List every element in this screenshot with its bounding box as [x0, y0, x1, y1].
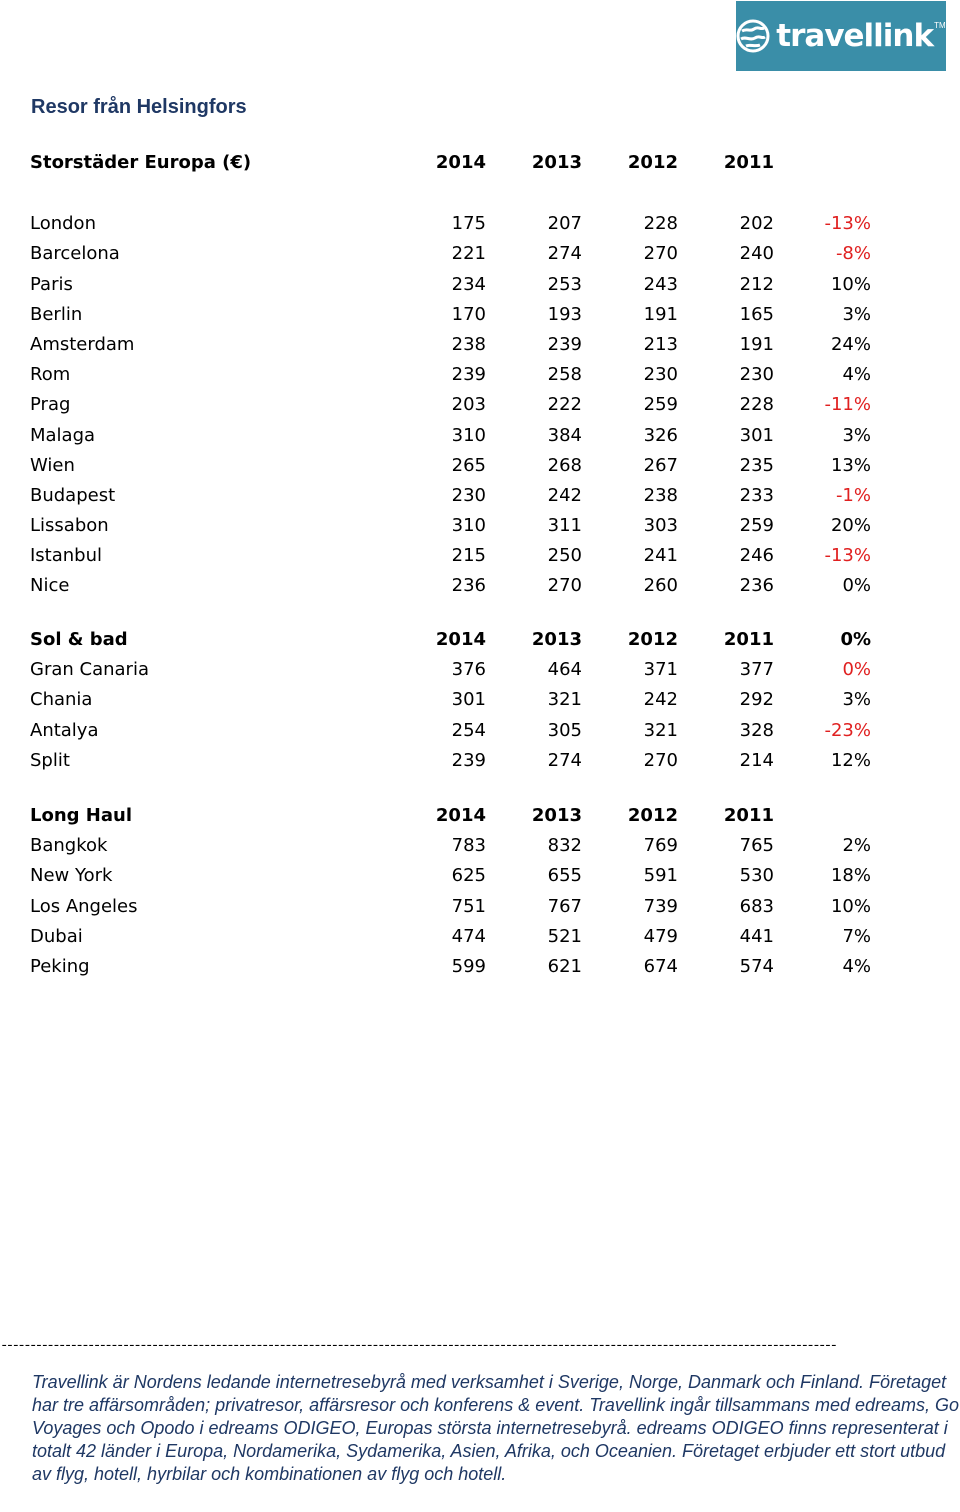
price-cell-y1: 239 — [451, 749, 486, 771]
table-row — [30, 239, 875, 269]
table-storstader-europa — [30, 148, 875, 602]
destination-cell: Split — [30, 749, 70, 771]
price-cell-y1: 238 — [451, 333, 486, 355]
table-row — [30, 541, 875, 571]
destination-cell: Berlin — [30, 303, 83, 325]
change-cell: -1% — [835, 484, 871, 506]
price-cell-y2: 239 — [547, 333, 582, 355]
price-cell-y1: 170 — [451, 303, 486, 325]
table-row — [30, 451, 875, 481]
price-cell-y2: 258 — [547, 364, 582, 386]
logo-text: travellink — [776, 18, 934, 54]
logo-trademark: TM — [934, 21, 946, 30]
table-row — [30, 831, 875, 861]
price-cell-y3: 243 — [643, 273, 678, 295]
price-cell-y4: 292 — [739, 689, 774, 711]
price-cell-y3: 238 — [643, 484, 678, 506]
header-cell-y2: 2013 — [531, 805, 582, 826]
price-cell-y4: 214 — [739, 749, 774, 771]
price-cell-y4: 202 — [739, 213, 774, 235]
table-sol-och-bad — [30, 625, 875, 776]
destination-cell: Lissabon — [30, 515, 109, 537]
price-cell-y2: 464 — [547, 659, 582, 681]
price-cell-y3: 228 — [643, 213, 678, 235]
table-row — [30, 390, 875, 420]
price-cell-y4: 212 — [739, 273, 774, 295]
price-cell-y4: 574 — [739, 955, 774, 977]
change-cell: 13% — [830, 454, 871, 476]
price-cell-y3: 242 — [643, 689, 678, 711]
table-row — [30, 685, 875, 715]
price-cell-y3: 674 — [643, 955, 678, 977]
price-cell-y3: 321 — [643, 719, 678, 741]
table-row — [30, 716, 875, 746]
destination-cell: Chania — [30, 689, 93, 711]
price-cell-y2: 655 — [547, 865, 582, 887]
price-cell-y1: 239 — [451, 364, 486, 386]
price-cell-y4: 236 — [739, 575, 774, 597]
price-cell-y2: 305 — [547, 719, 582, 741]
destination-cell: Gran Canaria — [30, 659, 149, 681]
price-cell-y3: 267 — [643, 454, 678, 476]
header-cell-change: 0% — [840, 629, 871, 650]
change-cell: -8% — [835, 243, 871, 265]
price-cell-y4: 228 — [739, 394, 774, 416]
price-cell-y1: 474 — [451, 925, 486, 947]
change-cell: 4% — [842, 955, 871, 977]
table-row — [30, 952, 875, 982]
table-row — [30, 861, 875, 891]
price-cell-y1: 234 — [451, 273, 486, 295]
price-cell-y4: 377 — [739, 659, 774, 681]
destination-cell: Amsterdam — [30, 333, 135, 355]
price-cell-y2: 521 — [547, 925, 582, 947]
change-cell: 0% — [842, 659, 871, 681]
table-header-row — [30, 625, 875, 655]
destination-cell: Barcelona — [30, 243, 120, 265]
header-cell-y3: 2012 — [627, 629, 678, 650]
change-cell: 7% — [842, 925, 871, 947]
price-cell-y4: 235 — [739, 454, 774, 476]
price-cell-y4: 530 — [739, 865, 774, 887]
table-row — [30, 330, 875, 360]
destination-cell: Bangkok — [30, 835, 108, 857]
price-cell-y3: 230 — [643, 364, 678, 386]
table-row — [30, 481, 875, 511]
change-cell: 3% — [842, 303, 871, 325]
price-cell-y4: 328 — [739, 719, 774, 741]
table-row — [30, 571, 875, 601]
table-row — [30, 209, 875, 239]
price-cell-y1: 751 — [451, 895, 486, 917]
change-cell: 10% — [830, 895, 871, 917]
table-row — [30, 922, 875, 952]
header-cell-y4: 2011 — [723, 805, 774, 826]
price-cell-y3: 769 — [643, 835, 678, 857]
change-cell: -13% — [824, 213, 871, 235]
price-cell-y2: 207 — [547, 213, 582, 235]
price-cell-y2: 270 — [547, 575, 582, 597]
table-row — [30, 892, 875, 922]
price-cell-y3: 326 — [643, 424, 678, 446]
destination-cell: Antalya — [30, 719, 99, 741]
change-cell: 10% — [830, 273, 871, 295]
table-row — [30, 270, 875, 300]
table-row — [30, 511, 875, 541]
header-cell-name: Long Haul — [30, 805, 132, 826]
change-cell: -23% — [824, 719, 871, 741]
change-cell: 3% — [842, 689, 871, 711]
header-cell-y4: 2011 — [723, 629, 774, 650]
price-cell-y3: 591 — [643, 865, 678, 887]
price-cell-y1: 215 — [451, 545, 486, 567]
destination-cell: Malaga — [30, 424, 96, 446]
header-cell-y3: 2012 — [627, 805, 678, 826]
price-cell-y4: 441 — [739, 925, 774, 947]
change-cell: 2% — [842, 835, 871, 857]
price-cell-y4: 230 — [739, 364, 774, 386]
header-cell-y2: 2013 — [531, 152, 582, 173]
price-cell-y4: 301 — [739, 424, 774, 446]
header-cell-y1: 2014 — [435, 152, 486, 173]
table-header-row — [30, 801, 875, 831]
price-cell-y3: 213 — [643, 333, 678, 355]
change-cell: -13% — [824, 545, 871, 567]
globe-icon — [736, 19, 770, 53]
header-cell-y4: 2011 — [723, 152, 774, 173]
destination-cell: Rom — [30, 364, 71, 386]
price-cell-y4: 191 — [739, 333, 774, 355]
change-cell: 18% — [830, 865, 871, 887]
price-cell-y4: 233 — [739, 484, 774, 506]
table-header-row — [30, 148, 875, 178]
destination-cell: Prag — [30, 394, 71, 416]
price-cell-y3: 241 — [643, 545, 678, 567]
price-cell-y2: 242 — [547, 484, 582, 506]
change-cell: 0% — [842, 575, 871, 597]
change-cell: 24% — [830, 333, 871, 355]
destination-cell: Istanbul — [30, 545, 103, 567]
page-title: Resor från Helsingfors — [31, 96, 247, 118]
price-cell-y2: 250 — [547, 545, 582, 567]
change-cell: 3% — [842, 424, 871, 446]
price-cell-y2: 274 — [547, 243, 582, 265]
price-cell-y3: 739 — [643, 895, 678, 917]
destination-cell: Wien — [30, 454, 75, 476]
table-row — [30, 360, 875, 390]
price-cell-y1: 599 — [451, 955, 486, 977]
price-cell-y1: 783 — [451, 835, 486, 857]
header-cell-y1: 2014 — [435, 805, 486, 826]
destination-cell: London — [30, 213, 96, 235]
price-cell-y3: 371 — [643, 659, 678, 681]
destination-cell: Los Angeles — [30, 895, 138, 917]
change-cell: 20% — [830, 515, 871, 537]
price-cell-y2: 193 — [547, 303, 582, 325]
header-cell-y2: 2013 — [531, 629, 582, 650]
destination-cell: Nice — [30, 575, 70, 597]
price-cell-y1: 203 — [451, 394, 486, 416]
price-cell-y4: 259 — [739, 515, 774, 537]
price-cell-y2: 268 — [547, 454, 582, 476]
table-row — [30, 746, 875, 776]
change-cell: 4% — [842, 364, 871, 386]
destination-cell: Dubai — [30, 925, 83, 947]
destination-cell: New York — [30, 865, 113, 887]
change-cell: -11% — [824, 394, 871, 416]
destination-cell: Paris — [30, 273, 73, 295]
divider-line: ------------------------------------------------------------------------------------------------------------------------------------------------ — [0, 1338, 836, 1354]
price-cell-y1: 254 — [451, 719, 486, 741]
price-cell-y2: 621 — [547, 955, 582, 977]
price-cell-y2: 384 — [547, 424, 582, 446]
price-cell-y1: 230 — [451, 484, 486, 506]
price-cell-y1: 301 — [451, 689, 486, 711]
header-cell-y1: 2014 — [435, 629, 486, 650]
price-cell-y1: 310 — [451, 424, 486, 446]
price-cell-y1: 221 — [451, 243, 486, 265]
destination-cell: Budapest — [30, 484, 116, 506]
price-cell-y4: 765 — [739, 835, 774, 857]
table-row — [30, 300, 875, 330]
price-cell-y3: 270 — [643, 243, 678, 265]
price-cell-y1: 265 — [451, 454, 486, 476]
change-cell: 12% — [830, 749, 871, 771]
price-cell-y4: 165 — [739, 303, 774, 325]
price-cell-y3: 260 — [643, 575, 678, 597]
table-row — [30, 421, 875, 451]
destination-cell: Peking — [30, 955, 90, 977]
price-cell-y1: 175 — [451, 213, 486, 235]
table-row — [30, 655, 875, 685]
price-cell-y2: 222 — [547, 394, 582, 416]
price-cell-y2: 321 — [547, 689, 582, 711]
price-cell-y4: 683 — [739, 895, 774, 917]
price-cell-y1: 310 — [451, 515, 486, 537]
footer-text: Travellink är Nordens ledande internetresebyrå med verksamhet i Sverige, Norge, Danmark och Finland. Företaget har tre affärsområden; privatresor, affärsresor och konferens & event. Travellink ingår tillsammans med edreams, Go Voyages och Opodo i edreams ODIGEO, Europas största internetresebyrå. edreams ODIGEO finns representerat i totalt 42 länder i Europa, Nordamerika, Sydamerika, Asien, Afrika, och Oceanien. Företaget erbjuder ett stort utbud av flyg, hotell, hyrbilar och kombinationen av flyg och hotell. — [32, 1372, 960, 1485]
price-cell-y4: 240 — [739, 243, 774, 265]
price-cell-y4: 246 — [739, 545, 774, 567]
header-cell-name: Sol & bad — [30, 629, 128, 650]
price-cell-y3: 259 — [643, 394, 678, 416]
header-cell-name: Storstäder Europa (€) — [30, 152, 252, 173]
price-cell-y2: 253 — [547, 273, 582, 295]
price-cell-y3: 479 — [643, 925, 678, 947]
price-cell-y1: 625 — [451, 865, 486, 887]
price-cell-y2: 311 — [547, 515, 582, 537]
price-cell-y1: 236 — [451, 575, 486, 597]
price-cell-y3: 191 — [643, 303, 678, 325]
header-cell-y3: 2012 — [627, 152, 678, 173]
price-cell-y1: 376 — [451, 659, 486, 681]
travellink-logo — [736, 1, 946, 71]
table-long-haul — [30, 801, 875, 982]
price-cell-y3: 270 — [643, 749, 678, 771]
price-cell-y2: 767 — [547, 895, 582, 917]
price-cell-y2: 832 — [547, 835, 582, 857]
price-cell-y3: 303 — [643, 515, 678, 537]
price-cell-y2: 274 — [547, 749, 582, 771]
